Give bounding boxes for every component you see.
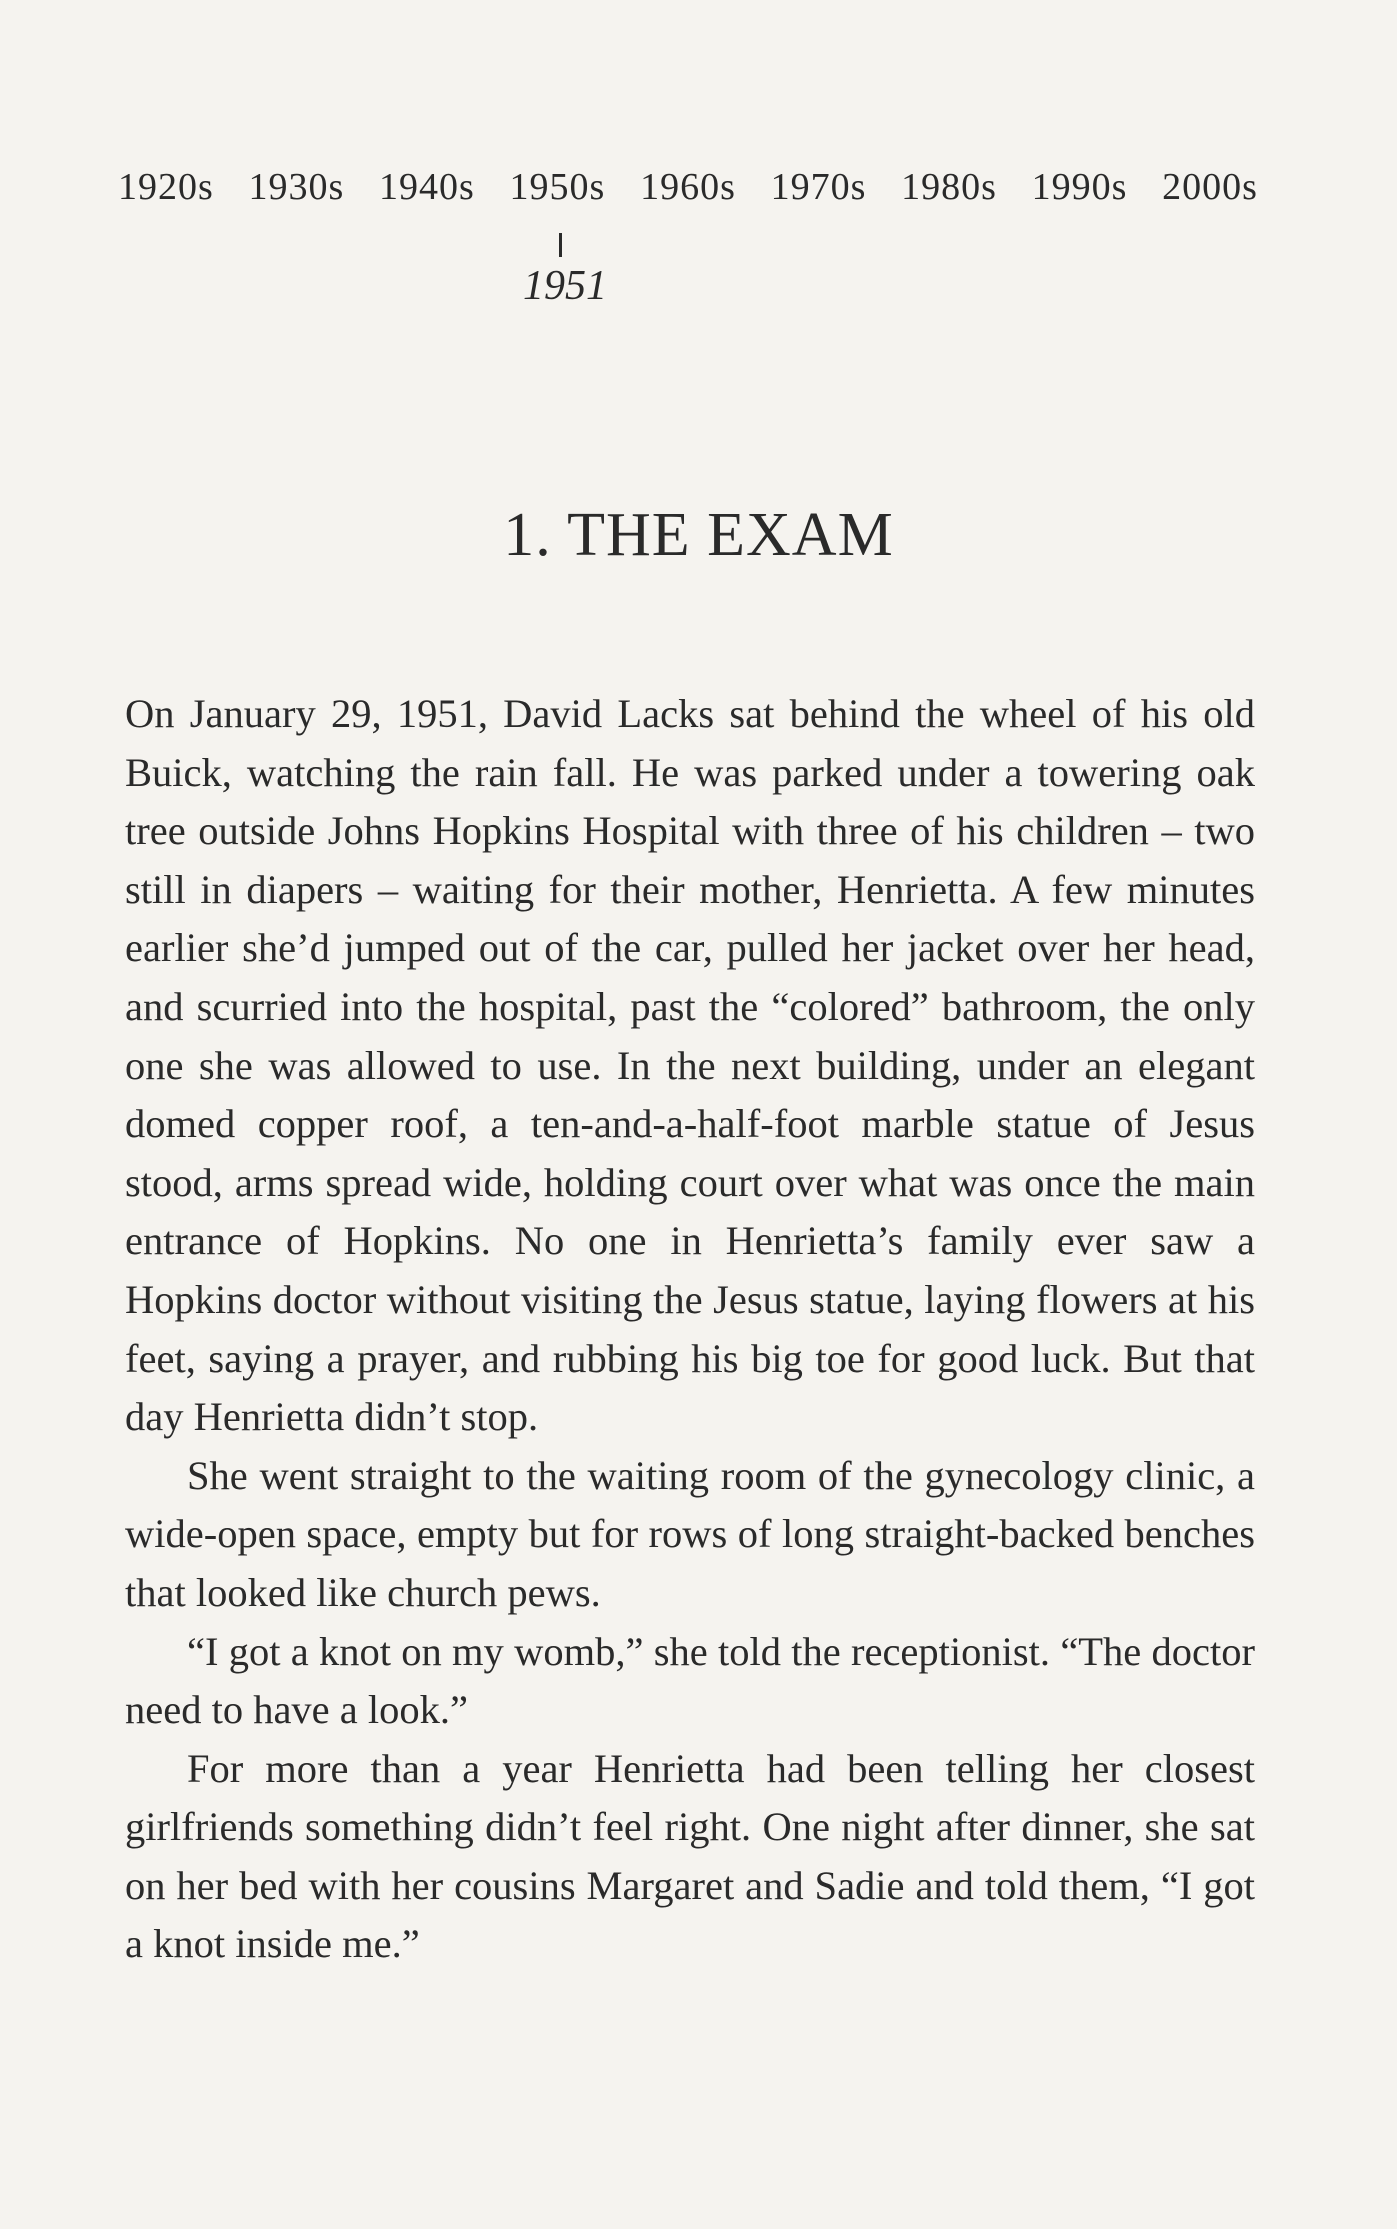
paragraph: On January 29, 1951, David Lacks sat behind the wheel of his old Buick, watching the rain fall. He was parked under a towering oak tree outside Johns Hopkins Hospital with three of his children – two still in diapers – waiting for their mother, Henrietta. A few minutes earlier she’d jumped out of the car, pulled her jacket over her head, and scurried into the hospital, past the “colored” bathroom, the only one she was allowed to use. In the next building, under an elegant domed copper roof, a ten-and-a-half-foot marble statue of Jesus stood, arms spread wide, holding court over what was once the main entrance of Hopkins. No one in Henrietta’s family ever saw a Hopkins doctor without visiting the Jesus statue, laying flowers at his feet, saying a prayer, and rubbing his big toe for good luck. But that day Henrietta didn’t stop. <box>125 691 1255 1440</box>
timeline-decade: 1970s <box>770 166 867 208</box>
chapter-title: 1. THE EXAM <box>503 501 894 569</box>
paragraph: She went straight to the waiting room of the gynecology clinic, a wide-open space, empty but for rows of long straight-backed benches that looked like church pews. <box>125 1452 1255 1615</box>
timeline-tick-mark <box>559 233 562 257</box>
timeline-decade: 1920s <box>118 166 214 208</box>
paragraph: “I got a knot on my womb,” she told the receptionist. “The doctor need to have a look.” <box>125 1628 1255 1733</box>
chapter-body <box>125 685 1255 1974</box>
timeline-decade: 1930s <box>248 166 345 208</box>
decade-timeline <box>118 165 1258 209</box>
timeline-decade: 1960s <box>640 166 736 208</box>
timeline-decade: 1940s <box>379 166 475 208</box>
timeline-decade: 1990s <box>1031 166 1128 208</box>
timeline-marker-year: 1951 <box>523 263 607 309</box>
timeline-decade: 1950s <box>509 166 606 208</box>
paragraph: For more than a year Henrietta had been telling her closest girlfriends something didn’t feel right. One night after dinner, she sat on her bed with her cousins Margaret and Sadie and told them, “I got a knot inside me.” <box>125 1745 1255 1967</box>
timeline-decade: 1980s <box>901 166 997 208</box>
timeline-decade: 2000s <box>1162 166 1258 208</box>
